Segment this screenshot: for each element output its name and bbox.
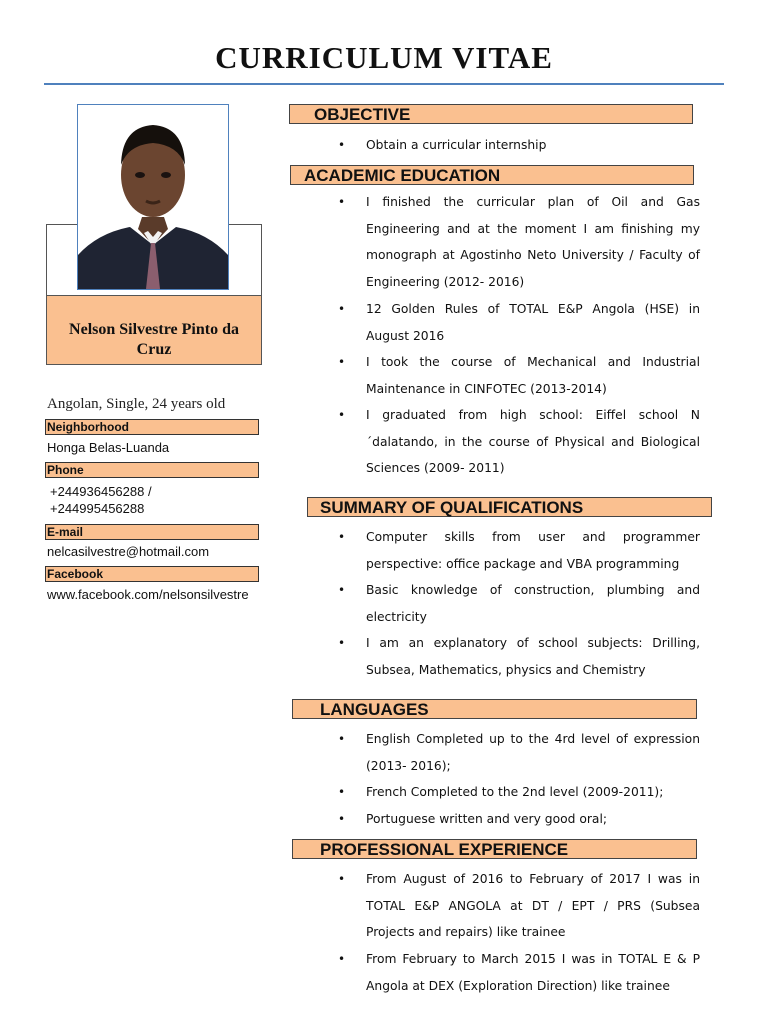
email-label: E-mail [45, 524, 259, 540]
name-box [46, 295, 262, 365]
education-item: • I took the course of Mechanical and Industrial Maintenance in CINFOTEC (2013-2014) [338, 355, 700, 396]
language-item: • Portuguese written and very good oral; [338, 812, 608, 826]
experience-heading: PROFESSIONAL EXPERIENCE [292, 839, 697, 859]
phone-label: Phone [45, 462, 259, 478]
title-divider [44, 83, 724, 85]
email-value: nelcasilvestre@hotmail.com [47, 544, 210, 559]
full-name: Nelson Silvestre Pinto da Cruz [69, 321, 239, 358]
experience-item: • From February to March 2015 I was in TOTAL E & P Angola at DEX (Exploration Direction) like trainee [338, 952, 700, 993]
personal-details: Angolan, Single, 24 years old [47, 396, 226, 412]
language-item: • English Completed up to the 4rd level of expression (2013- 2016); [338, 732, 700, 773]
objective-heading: OBJECTIVE [289, 104, 693, 124]
facebook-label: Facebook [45, 566, 259, 582]
neighborhood-value: Honga Belas-Luanda [47, 440, 170, 455]
phone-value-2: +244995456288 [50, 501, 145, 516]
education-item: • I graduated from high school: Eiffel school N´dalatando, in the course of Physical and Biological Sciences (2009- 2011) [338, 408, 700, 476]
education-heading: ACADEMIC EDUCATION [290, 165, 694, 185]
experience-item: • From August of 2016 to February of 2017 I was in TOTAL E&P ANGOLA at DT / EPT / PRS (Subsea Projects and repairs) like trainee [338, 872, 700, 940]
education-item: • I finished the curricular plan of Oil and Gas Engineering and at the moment I am finishing my monograph at Agostinho Neto University / Faculty of Engineering (2012- 2016) [338, 195, 700, 290]
objective-item: • Obtain a curricular internship [338, 138, 547, 152]
facebook-value: www.facebook.com/nelsonsilvestre [47, 587, 249, 602]
phone-value-1: +244936456288 / [50, 484, 152, 499]
language-item: • French Completed to the 2nd level (2009-2011); [338, 785, 664, 799]
qualifications-heading: SUMMARY OF QUALIFICATIONS [307, 497, 712, 517]
page-title: CURRICULUM VITAE [215, 40, 553, 75]
education-item: • 12 Golden Rules of TOTAL E&P Angola (HSE) in August 2016 [338, 302, 700, 343]
person-photo-icon [78, 105, 228, 289]
neighborhood-label: Neighborhood [45, 419, 259, 435]
qualification-item: • I am an explanatory of school subjects: Drilling, Subsea, Mathematics, physics and Chemistry [338, 636, 700, 677]
profile-photo [77, 104, 229, 290]
languages-heading: LANGUAGES [292, 699, 697, 719]
qualification-item: • Computer skills from user and programmer perspective: office package and VBA programming [338, 530, 700, 571]
qualification-item: • Basic knowledge of construction, plumbing and electricity [338, 583, 700, 624]
